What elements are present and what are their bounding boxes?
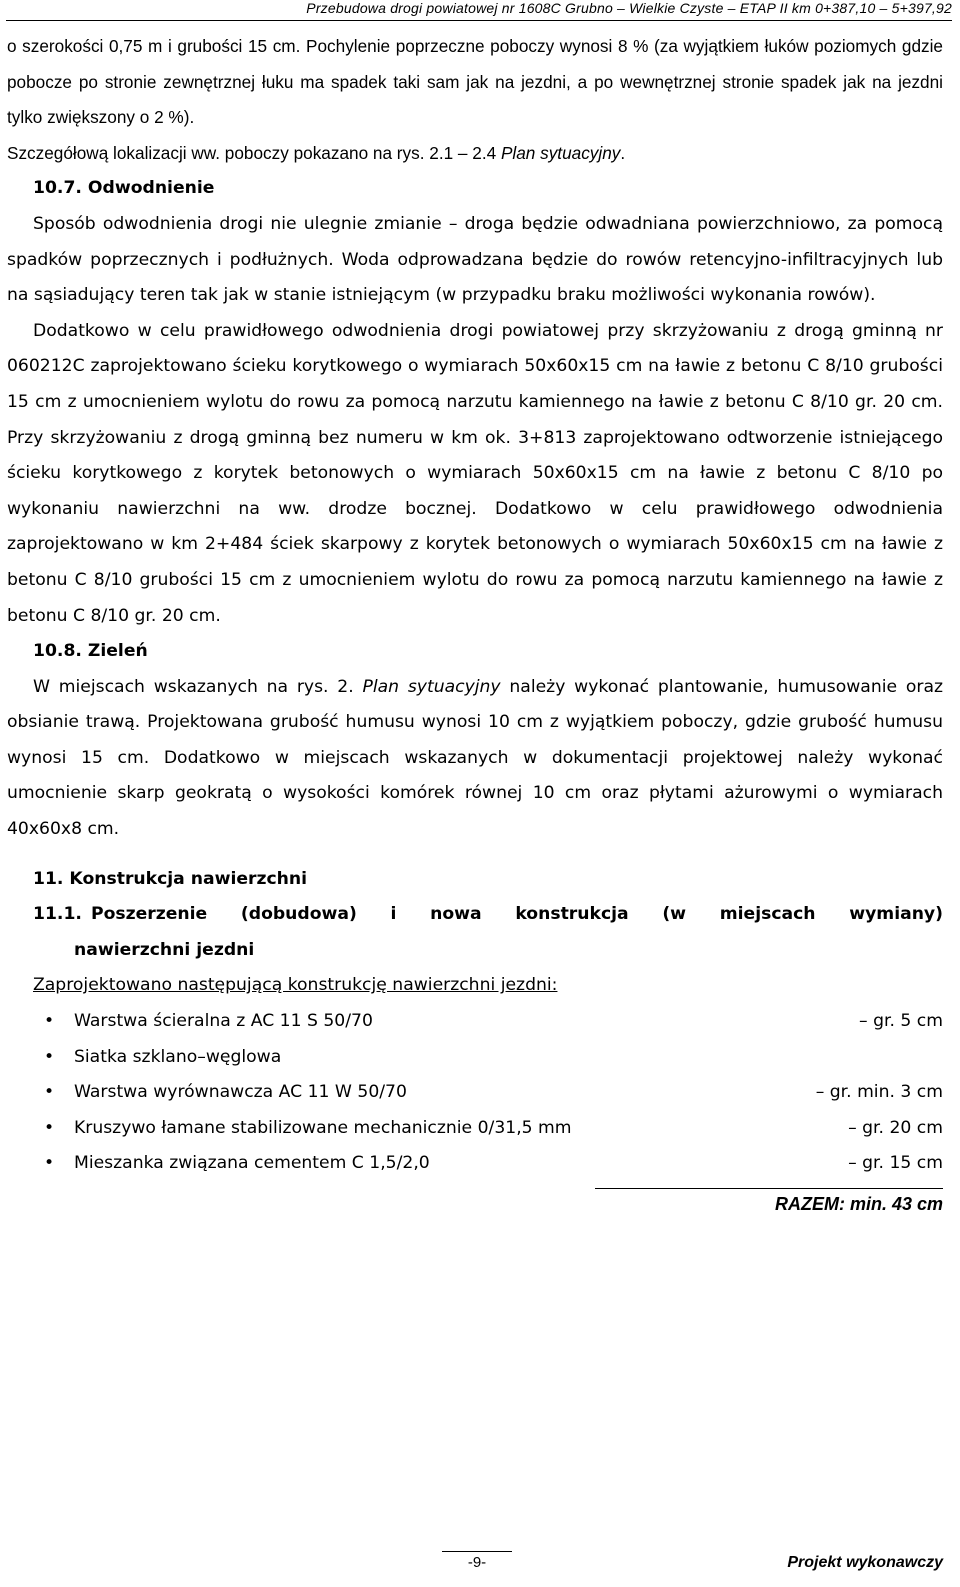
plan-reference: Plan sytuacyjny xyxy=(500,142,621,163)
plan-reference: Plan sytuacyjny xyxy=(362,676,501,697)
bullet-icon: • xyxy=(44,1011,55,1032)
paragraph-location: Szczegółową lokalizacji ww. poboczy pokazano na rys. 2.1 – 2.4 Plan sytuacyjny. xyxy=(7,142,626,163)
footer-divider xyxy=(442,1551,512,1552)
bullet-icon: • xyxy=(44,1046,55,1067)
bullet-icon: • xyxy=(44,1082,55,1103)
paragraph-greenery: W miejscach wskazanych na rys. 2. Plan sytuacyjny należy wykonać plantowanie, humusowanie oraz obsianie trawą. Projektowana grubość humusu wynosi 10 cm z wyjątkiem poboczy, gdzie grubość humusu wynosi 15 cm. Dodatkowo w miejscach wskazanych w dokumentacji projektowej należy wykonać umocnienie skarp geokratą o wysokości komórek równej 10 cm oraz płytami ażurowymi o wymiarach 40x60x8 cm. xyxy=(7,676,943,840)
header-title: Przebudowa drogi powiatowej nr 1608C Grubno – Wielkie Czyste – ETAP II km 0+387,10 – 5+397,92 xyxy=(306,0,952,16)
list-item: • Warstwa wyrównawcza AC 11 W 50/70 – gr. min. 3 cm xyxy=(7,1075,943,1111)
document-body xyxy=(7,29,943,1219)
list-item: • Warstwa ścieralna z AC 11 S 50/70 – gr. 5 cm xyxy=(7,1004,943,1040)
paragraph-drainage-2: Dodatkowo w celu prawidłowego odwodnienia drogi powiatowej przy skrzyżowaniu z drogą gminną nr 060212C zaprojektowano ścieku korytkowego o wymiarach 50x60x15 cm na ławie z betonu C 8/10 grubości 15 cm z umocnieniem wylotu do rowu za pomocą narzutu kamiennego na ławie z betonu C 8/10 gr. 20 cm. Przy skrzyżowaniu z drogą gminną bez numeru w km ok. 3+813 zaprojektowano odtworzenie istniejącego ścieku korytkowego z korytek betonowych o wymiarach 50x60x15 cm na ławie z betonu C 8/10 po wykonaniu nawierzchni na ww. drodze bocznej. Dodatkowo w celu prawidłowego odwodnienia zaprojektowano w km 2+484 ściek skarpowy z korytek betonowych o wymiarach 50x60x15 cm na ławie z betonu C 8/10 grubości 15 cm z umocnieniem wylotu do rowu za pomocą narzutu kamiennego na ławie z betonu C 8/10 gr. 20 cm. xyxy=(7,320,943,626)
heading-10-8: 10.8. Zieleń xyxy=(33,641,148,662)
list-item: • Mieszanka związana cementem C 1,5/2,0 – gr. 15 cm xyxy=(7,1146,943,1182)
heading-10-7: 10.7. Odwodnienie xyxy=(33,178,215,199)
bullet-icon: • xyxy=(44,1117,55,1138)
heading-11-1-cont: nawierzchni jezdni xyxy=(74,939,255,960)
list-item: • Siatka szklano–węglowa xyxy=(7,1040,943,1076)
paragraph-drainage-1: Sposób odwodnienia drogi nie ulegnie zmianie – droga będzie odwadniana powierzchniowo, za pomocą spadków poprzecznych i podłużnych. Woda odprowadzana będzie do rowów retencyjno-infiltracyjnych lub na sąsiadujący teren tak jak w stanie istniejącym (w przypadku braku możliwości wykonania rowów). xyxy=(7,213,943,306)
bullet-icon: • xyxy=(44,1153,55,1174)
layer-list xyxy=(7,1004,943,1182)
page-number: -9- xyxy=(467,1554,487,1571)
footer-label: Projekt wykonawczy xyxy=(787,1554,943,1571)
total-thickness: RAZEM: min. 43 cm xyxy=(774,1194,943,1214)
list-item: • Kruszywo łamane stabilizowane mechanicznie 0/31,5 mm – gr. 20 cm xyxy=(7,1111,943,1147)
paragraph-intro: o szerokości 0,75 m i grubości 15 cm. Pochylenie poprzeczne poboczy wynosi 8 % (za wyjątkiem łuków poziomych gdzie pobocze po stronie zewnętrznej łuku ma spadek taki sam jak na jezdni, a po wewnętrznej stronie spadek jak na jezdni tylko zwiększony o 2 %). xyxy=(7,36,943,128)
heading-11-1: 11.1. Poszerzenie (dobudowa) i nowa konstrukcja (w miejscach wymiany) xyxy=(33,904,943,925)
running-header xyxy=(6,0,952,21)
construction-intro: Zaprojektowano następującą konstrukcję nawierzchni jezdni: xyxy=(33,975,558,996)
heading-11: 11. Konstrukcja nawierzchni xyxy=(33,868,308,889)
